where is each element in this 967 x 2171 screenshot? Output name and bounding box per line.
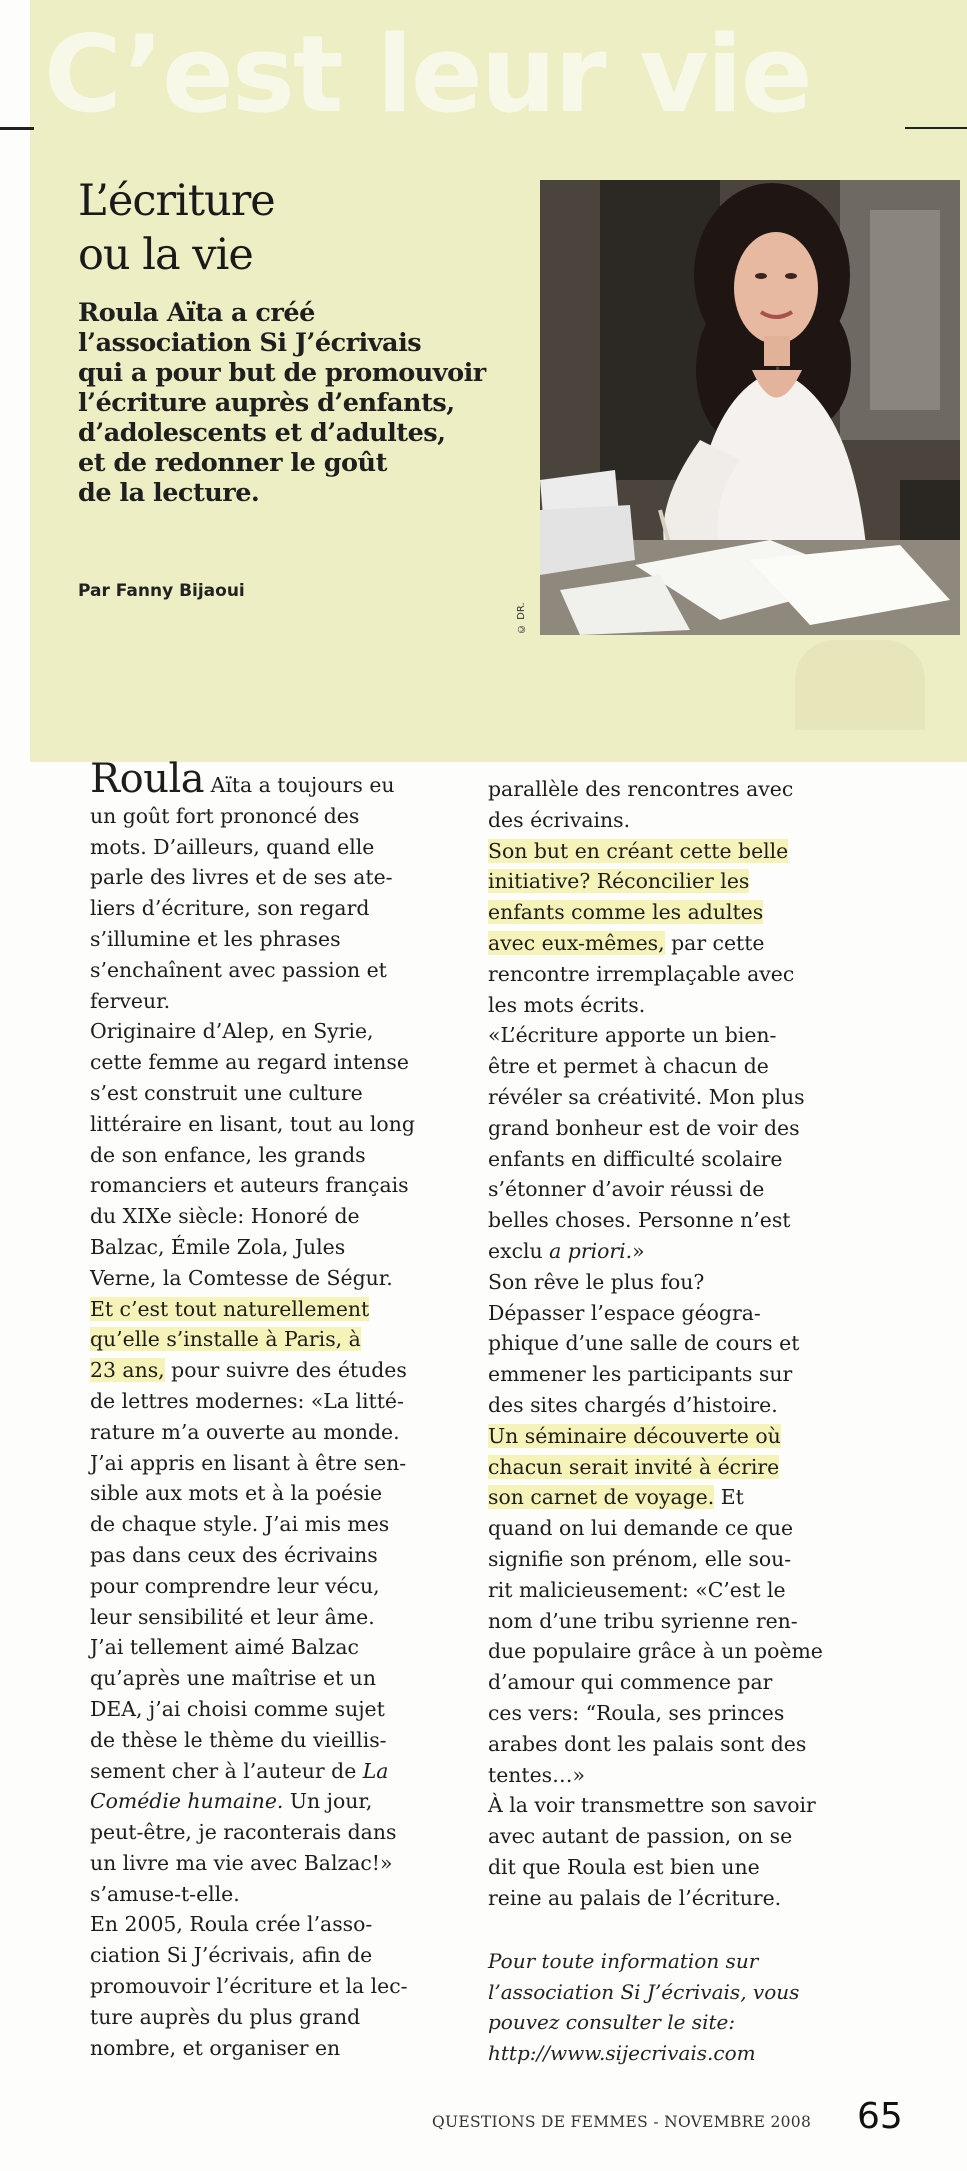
text-line: ces vers: “Roula, ses princes — [488, 1700, 785, 1725]
text-line: ciation Si J’écrivais, afin de — [90, 1943, 373, 1968]
text-line: de lettres modernes: «La litté- — [90, 1388, 404, 1413]
text-line: Roula Aïta a toujours eu — [90, 756, 395, 802]
text-line: sement cher à l’auteur de La — [90, 1758, 389, 1783]
text-line: s’illumine et les phrases — [90, 926, 341, 951]
book-title: Comédie humaine. — [90, 1789, 284, 1814]
text-line: signifie son prénom, elle sou- — [488, 1546, 792, 1571]
text-line: DEA, j’ai choisi comme sujet — [90, 1696, 385, 1721]
info-line: Pour toute information sur — [488, 1949, 759, 1973]
article-headline — [78, 174, 478, 282]
text-line: s’amuse-t-elle. — [90, 1881, 240, 1906]
text-line: «L’écriture apporte un bien- — [488, 1023, 777, 1048]
text-line: d’amour qui commence par — [488, 1670, 773, 1695]
text-line: être et permet à chacun de — [488, 1054, 769, 1079]
text-line: les mots écrits. — [488, 992, 646, 1017]
highlight-line: Son but en créant cette belle — [488, 838, 789, 863]
author-photo-illustration — [540, 180, 960, 635]
text-line: cette femme au regard intense — [90, 1050, 409, 1075]
standfirst-line: Roula Aïta a créé — [78, 298, 315, 328]
text-line: Dépasser l’espace géogra- — [488, 1300, 761, 1325]
text-line: arabes dont les palais sont des — [488, 1731, 807, 1756]
highlight-line: Et c’est tout naturellement — [90, 1296, 370, 1321]
standfirst-line: d’adolescents et d’adultes, — [78, 418, 446, 448]
standfirst-line: qui a pour but de promouvoir — [78, 358, 486, 388]
text-line: Originaire d’Alep, en Syrie, — [90, 1019, 374, 1044]
text-line: En 2005, Roula crée l’asso- — [90, 1912, 373, 1937]
text-line: s’étonner d’avoir réussi de — [488, 1177, 765, 1202]
highlight-line: initiative? Réconcilier les — [488, 869, 750, 894]
standfirst-line: et de redonner le goût — [78, 448, 387, 478]
text-line: rature m’a ouverte au monde. — [90, 1419, 400, 1444]
text-line: Balzac, Émile Zola, Jules — [90, 1234, 346, 1259]
highlight-line: qu’elle s’installe à Paris, à — [90, 1327, 361, 1352]
text-line: des sites chargés d’histoire. — [488, 1392, 778, 1417]
article-column-1 — [90, 756, 444, 2063]
highlight-line: 23 ans, pour suivre des études — [90, 1358, 407, 1383]
text-line: de son enfance, les grands — [90, 1142, 366, 1167]
info-line: l’association Si J’écrivais, vous — [488, 1979, 800, 2004]
text-line: reine au palais de l’écriture. — [488, 1885, 782, 1910]
text-line: un livre ma vie avec Balzac!» — [90, 1850, 393, 1875]
text-line: À la voir transmettre son savoir — [488, 1793, 816, 1818]
text-line: sible aux mots et à la poésie — [90, 1481, 383, 1506]
text-line: rencontre irremplaçable avec — [488, 961, 795, 986]
byline: Par Fanny Bijaoui — [78, 581, 245, 601]
standfirst-line: l’écriture auprès d’enfants, — [78, 388, 455, 418]
photo-credit: © DR. — [516, 602, 527, 634]
text-line: phique d’une salle de cours et — [488, 1331, 800, 1356]
page-number: 65 — [857, 2096, 903, 2137]
page-footer — [432, 2095, 902, 2145]
header-rule-left — [0, 127, 34, 130]
text-line: dit que Roula est bien une — [488, 1854, 760, 1879]
text-line: avec autant de passion, on se — [488, 1824, 793, 1849]
standfirst-line: l’association Si J’écrivais — [78, 328, 422, 358]
text-line: leur sensibilité et leur âme. — [90, 1604, 375, 1629]
text-line: révéler sa créativité. Mon plus — [488, 1084, 805, 1109]
text-line: emmener les participants sur — [488, 1362, 793, 1387]
text-line: mots. D’ailleurs, quand elle — [90, 834, 375, 859]
text-line: parallèle des rencontres avec — [488, 777, 794, 801]
text-line: littéraire en lisant, tout au long — [90, 1111, 415, 1136]
text-line: de chaque style. J’ai mis mes — [90, 1512, 390, 1537]
text-line: qu’après une maîtrise et un — [90, 1666, 376, 1691]
highlight-line: avec eux-mêmes, par cette — [488, 930, 765, 955]
text-line: nombre, et organiser en — [90, 2035, 341, 2060]
article-standfirst — [78, 298, 518, 508]
highlight-line: son carnet de voyage. Et — [488, 1485, 744, 1510]
text-line: promouvoir l’écriture et la lec- — [90, 1974, 408, 1999]
text-line: du XIXe siècle: Honoré de — [90, 1204, 360, 1229]
book-title: La — [362, 1758, 389, 1783]
text-line: J’ai appris en lisant à être sen- — [90, 1450, 407, 1475]
article-column-2 — [488, 774, 844, 1913]
headline-line: L’écriture — [78, 176, 275, 226]
text-line: quand on lui demande ce que — [488, 1516, 794, 1541]
standfirst-line: de la lecture. — [78, 478, 260, 508]
text-line: ferveur. — [90, 988, 171, 1013]
text-line: des écrivains. — [488, 807, 631, 832]
background-shape — [795, 640, 925, 730]
text-line: pour comprendre leur vécu, — [90, 1573, 380, 1598]
text-line: due populaire grâce à un poème — [488, 1639, 823, 1664]
text-line: Comédie humaine. Un jour, — [90, 1789, 373, 1814]
author-photo — [540, 180, 960, 635]
text-line: J’ai tellement aimé Balzac — [90, 1635, 359, 1660]
highlight-line: enfants comme les adultes — [488, 900, 764, 925]
text-line: un goût fort prononcé des — [90, 803, 360, 828]
info-box — [488, 1946, 844, 2068]
publication-info: QUESTIONS DE FEMMES - NOVEMBRE 2008 — [432, 2113, 812, 2131]
text-line: Verne, la Comtesse de Ségur. — [90, 1265, 393, 1290]
section-rubric: C’est leur vie — [44, 13, 811, 136]
text-line: tentes…» — [488, 1762, 585, 1787]
text-line: rit malicieusement: «C’est le — [488, 1577, 786, 1602]
website-link[interactable]: http://www.sijecrivais.com — [488, 2040, 756, 2065]
text-line: peut-être, je raconterais dans — [90, 1820, 397, 1845]
text-line: de thèse le thème du vieillis- — [90, 1727, 387, 1752]
lead-word: Roula — [90, 756, 205, 802]
text-line: nom d’une tribu syrienne ren- — [488, 1608, 798, 1633]
text-line: parle des livres et de ses ate- — [90, 865, 393, 890]
headline-line: ou la vie — [78, 230, 253, 280]
text-line: grand bonheur est de voir des — [488, 1115, 800, 1140]
highlight-line: chacun serait invité à écrire — [488, 1454, 780, 1479]
text-line: enfants en difficulté scolaire — [488, 1146, 783, 1171]
text-line: belles choses. Personne n’est — [488, 1208, 791, 1233]
info-line: pouvez consulter le site: — [488, 2010, 736, 2034]
text-line: exclu a priori.» — [488, 1238, 645, 1263]
highlight-line: Un séminaire découverte où — [488, 1423, 781, 1448]
header-rule-right — [905, 127, 967, 129]
text-line: Son rêve le plus fou? — [488, 1269, 705, 1294]
text-line: s’est construit une culture — [90, 1080, 363, 1105]
text-line: s’enchaînent avec passion et — [90, 957, 387, 982]
text-line: liers d’écriture, son regard — [90, 896, 370, 921]
text-line: romanciers et auteurs français — [90, 1173, 409, 1198]
text-line: pas dans ceux des écrivains — [90, 1542, 378, 1567]
text-line: ture auprès du plus grand — [90, 2004, 361, 2029]
